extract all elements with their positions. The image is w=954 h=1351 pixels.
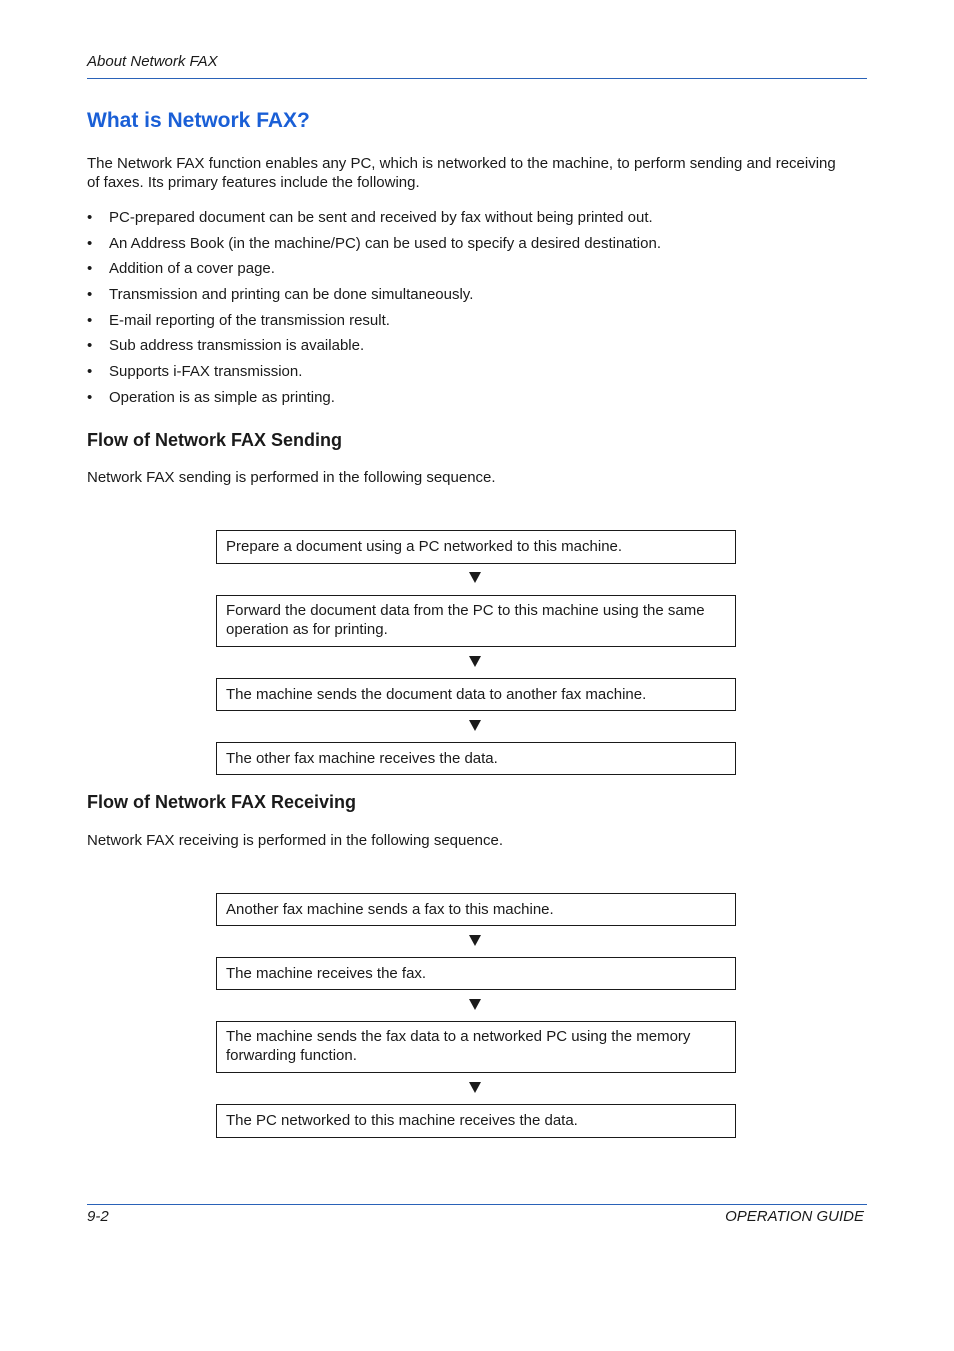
flow-step-box: Another fax machine sends a fax to this machine.	[216, 893, 736, 926]
feature-list	[87, 208, 661, 414]
feature-text: An Address Book (in the machine/PC) can be used to specify a desired destination.	[109, 234, 661, 252]
bullet-icon: •	[87, 388, 93, 406]
list-item	[87, 259, 661, 285]
feature-text: Supports i-FAX transmission.	[109, 363, 303, 381]
feature-text: Operation is as simple as printing.	[109, 388, 335, 406]
page-number: 9-2	[87, 1208, 109, 1225]
guide-title: OPERATION GUIDE	[725, 1208, 864, 1225]
intro-paragraph: The Network FAX function enables any PC, which is networked to the machine, to perform sending and receiving of faxes. Its primary features include the following.	[87, 155, 836, 191]
list-item	[87, 388, 661, 414]
down-arrow-icon	[469, 935, 481, 946]
feature-text: Transmission and printing can be done simultaneously.	[109, 286, 474, 304]
down-arrow-icon	[469, 656, 481, 667]
bullet-icon: •	[87, 337, 93, 355]
bullet-icon: •	[87, 234, 93, 252]
down-arrow-icon	[469, 999, 481, 1010]
flow-step-box: The machine receives the fax.	[216, 957, 736, 990]
flow-step-box: The other fax machine receives the data.	[216, 742, 736, 775]
receiving-description: Network FAX receiving is performed in the following sequence.	[87, 832, 504, 849]
list-item	[87, 234, 661, 260]
sending-description: Network FAX sending is performed in the following sequence.	[87, 469, 496, 486]
flow-step-box: Prepare a document using a PC networked to this machine.	[216, 530, 736, 564]
flow-step-box: The machine sends the document data to another fax machine.	[216, 678, 736, 711]
bullet-icon: •	[87, 209, 93, 226]
down-arrow-icon	[469, 572, 481, 583]
list-item	[87, 336, 661, 362]
bullet-icon: •	[87, 260, 93, 278]
receiving-heading: Flow of Network FAX Receiving	[87, 792, 357, 812]
feature-text: Addition of a cover page.	[109, 260, 275, 278]
bullet-icon: •	[87, 311, 93, 329]
page-title: What is Network FAX?	[87, 109, 310, 132]
down-arrow-icon	[469, 720, 481, 731]
feature-text: E-mail reporting of the transmission result.	[109, 311, 390, 329]
list-item	[87, 208, 661, 234]
flow-step-box: The machine sends the fax data to a networked PC using the memory forwarding function.	[216, 1021, 736, 1073]
list-item	[87, 362, 661, 388]
feature-text: PC-prepared document can be sent and received by fax without being printed out.	[109, 209, 653, 226]
bullet-icon: •	[87, 363, 93, 381]
running-header: About Network FAX	[87, 53, 218, 70]
flow-step-box: The PC networked to this machine receives the data.	[216, 1104, 736, 1138]
list-item	[87, 311, 661, 337]
bullet-icon: •	[87, 286, 93, 304]
footer-divider	[87, 1204, 867, 1205]
list-item	[87, 285, 661, 311]
feature-text: Sub address transmission is available.	[109, 337, 365, 355]
sending-heading: Flow of Network FAX Sending	[87, 430, 343, 450]
flow-step-box: Forward the document data from the PC to this machine using the same operation as for printing.	[216, 595, 736, 647]
header-divider	[87, 78, 867, 79]
down-arrow-icon	[469, 1082, 481, 1093]
